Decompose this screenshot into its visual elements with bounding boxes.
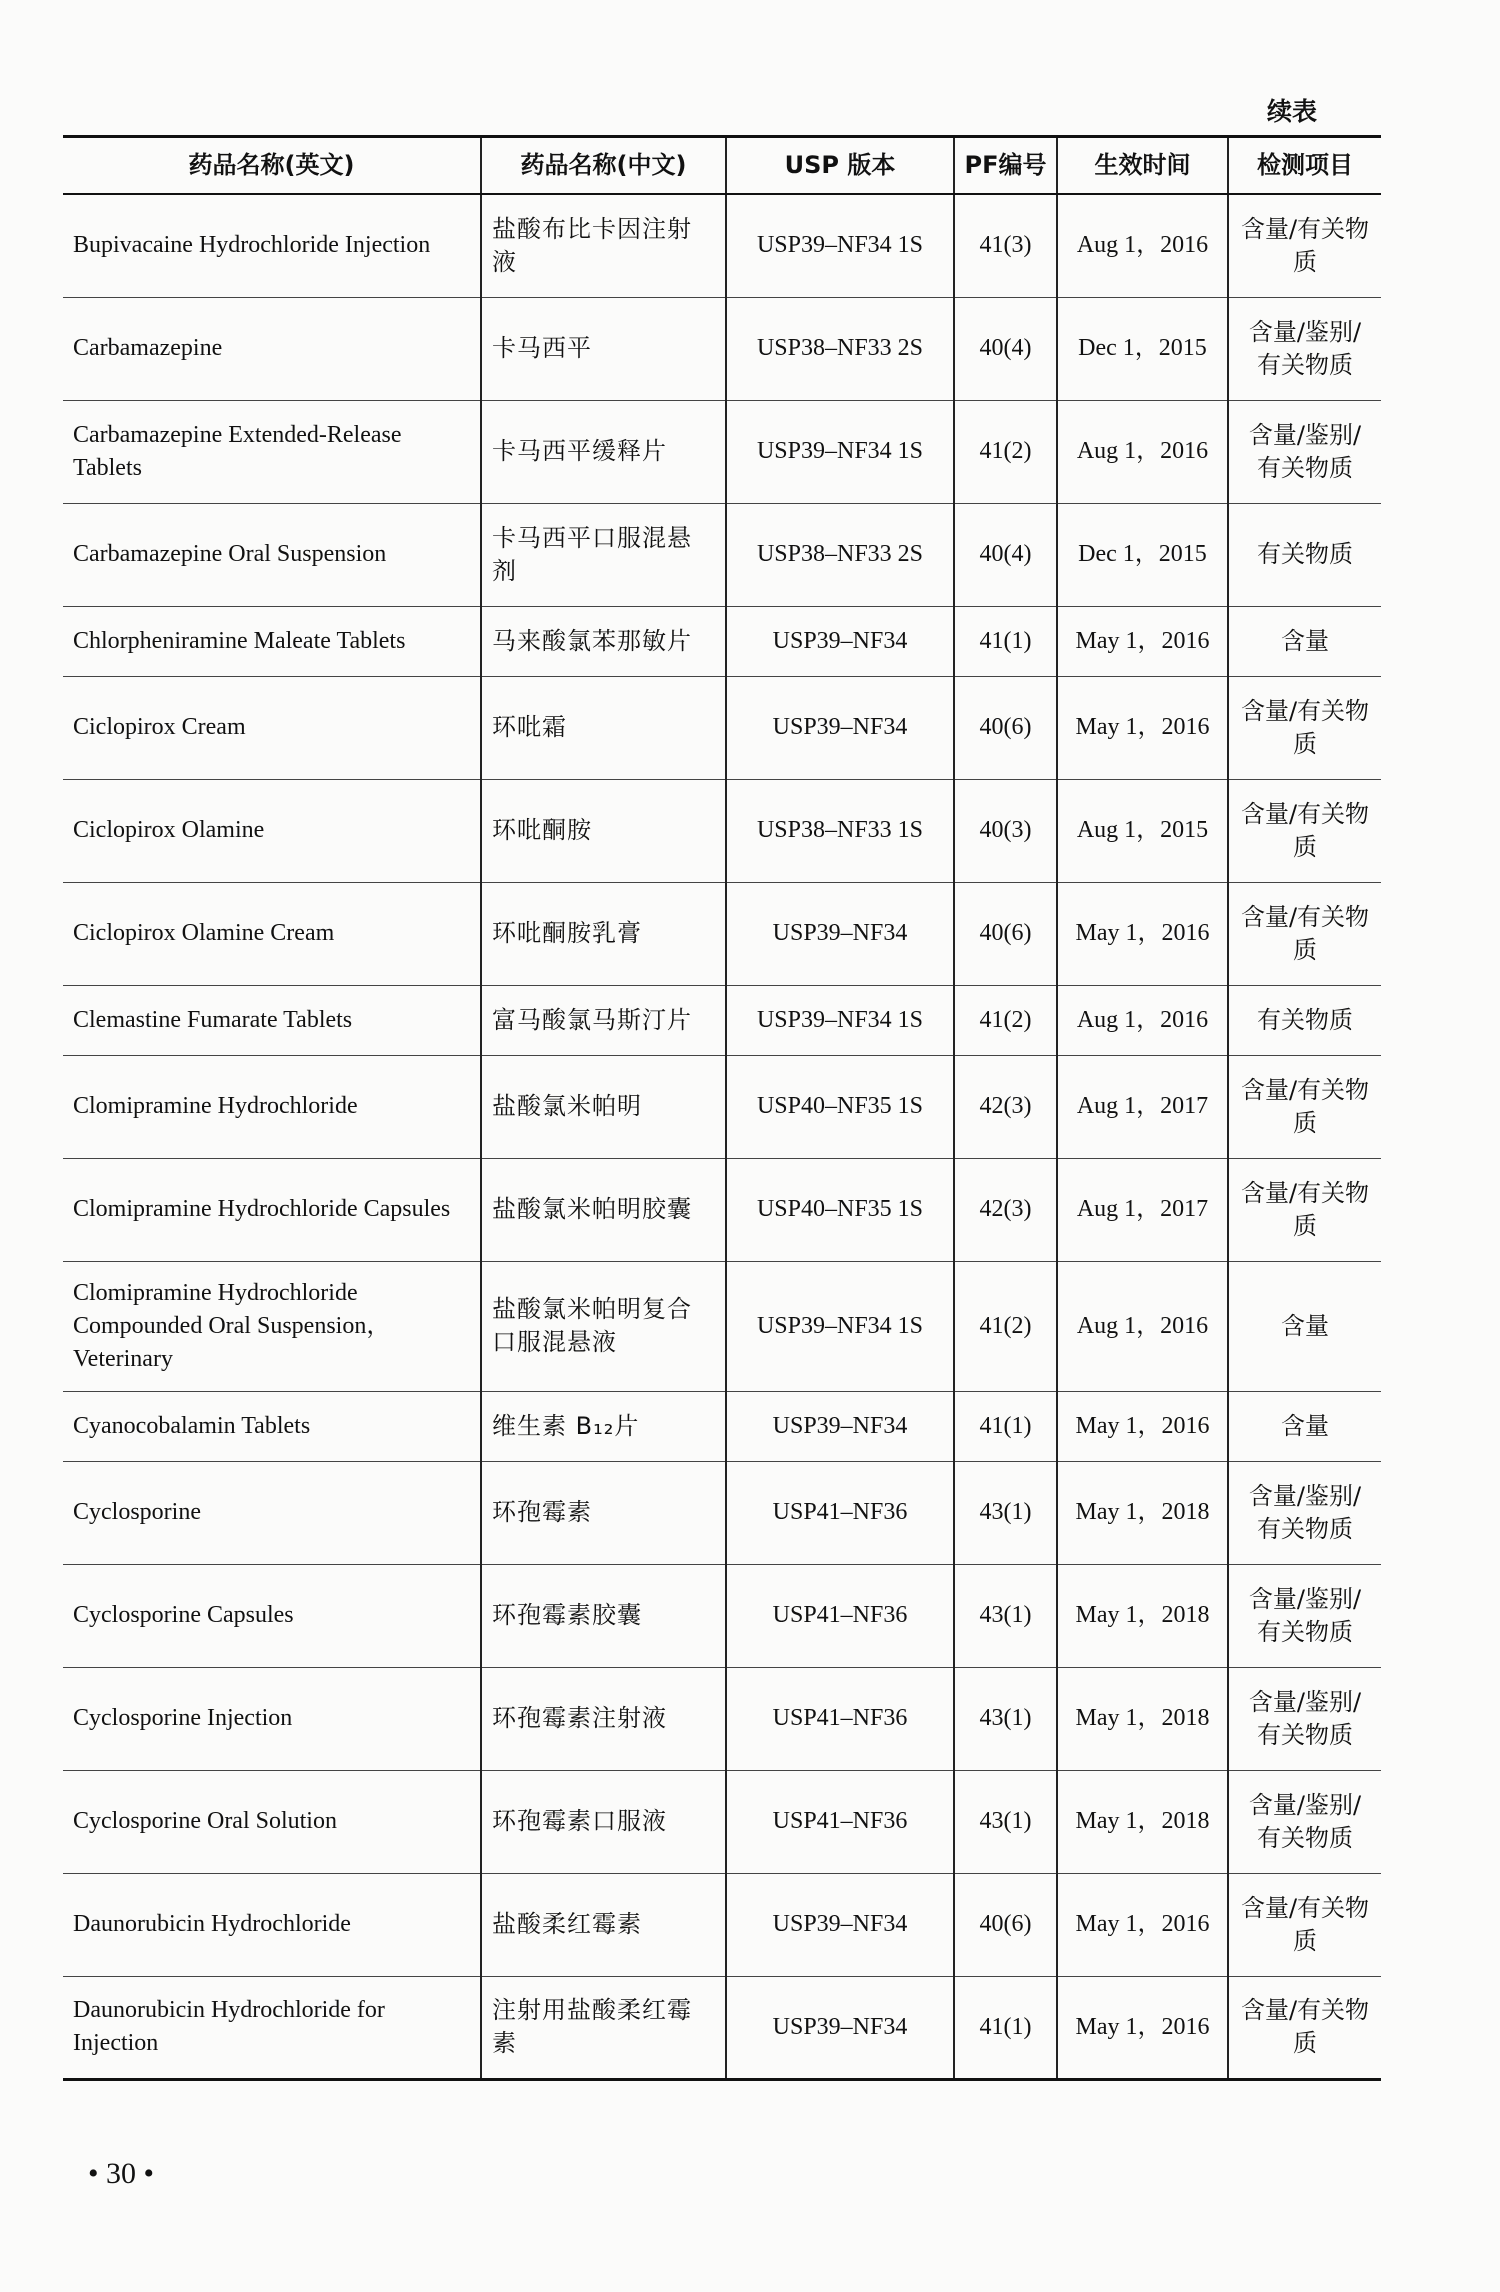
usp-version-cell: USP41–NF36 bbox=[726, 1770, 954, 1873]
header-english-name: 药品名称(英文) bbox=[63, 137, 481, 195]
header-usp-version: USP 版本 bbox=[726, 137, 954, 195]
usp-version-cell: USP38–NF33 2S bbox=[726, 503, 954, 606]
test-items-cell: 含量/有关物质 bbox=[1228, 882, 1381, 985]
header-test-items: 检测项目 bbox=[1228, 137, 1381, 195]
test-items-cell: 含量/有关物质 bbox=[1228, 1158, 1381, 1261]
pf-number-cell: 41(1) bbox=[954, 606, 1057, 676]
chinese-name-cell: 卡马西平缓释片 bbox=[481, 400, 726, 503]
test-items-cell: 含量 bbox=[1228, 1391, 1381, 1461]
test-items-cell: 含量/鉴别/有关物质 bbox=[1228, 400, 1381, 503]
pf-number-cell: 40(4) bbox=[954, 297, 1057, 400]
test-items-cell: 含量/鉴别/有关物质 bbox=[1228, 1770, 1381, 1873]
english-name-cell: Clomipramine Hydrochloride bbox=[63, 1055, 481, 1158]
table-row bbox=[63, 1976, 1381, 2079]
english-name-cell: Daunorubicin Hydrochloride bbox=[63, 1873, 481, 1976]
table-row bbox=[63, 1770, 1381, 1873]
english-name-cell: Clemastine Fumarate Tablets bbox=[63, 985, 481, 1055]
header-chinese-name: 药品名称(中文) bbox=[481, 137, 726, 195]
effective-date-cell: Dec 1，2015 bbox=[1057, 503, 1228, 606]
test-items-cell: 有关物质 bbox=[1228, 985, 1381, 1055]
chinese-name-cell: 环孢霉素胶囊 bbox=[481, 1564, 726, 1667]
usp-version-cell: USP39–NF34 1S bbox=[726, 985, 954, 1055]
table-row bbox=[63, 1461, 1381, 1564]
pf-number-cell: 40(6) bbox=[954, 882, 1057, 985]
chinese-name-cell: 卡马西平口服混悬剂 bbox=[481, 503, 726, 606]
effective-date-cell: May 1，2016 bbox=[1057, 1873, 1228, 1976]
test-items-cell: 含量/鉴别/有关物质 bbox=[1228, 1667, 1381, 1770]
table-row bbox=[63, 985, 1381, 1055]
pf-number-cell: 40(6) bbox=[954, 1873, 1057, 1976]
effective-date-cell: May 1，2018 bbox=[1057, 1770, 1228, 1873]
english-name-cell: Clomipramine Hydrochloride Compounded Oral Suspension，Veterinary bbox=[63, 1261, 481, 1391]
usp-version-cell: USP41–NF36 bbox=[726, 1564, 954, 1667]
table-row bbox=[63, 779, 1381, 882]
test-items-cell: 含量/鉴别/有关物质 bbox=[1228, 1461, 1381, 1564]
english-name-cell: Ciclopirox Olamine Cream bbox=[63, 882, 481, 985]
pf-number-cell: 41(2) bbox=[954, 985, 1057, 1055]
chinese-name-cell: 注射用盐酸柔红霉素 bbox=[481, 1976, 726, 2079]
usp-version-cell: USP39–NF34 bbox=[726, 882, 954, 985]
english-name-cell: Cyclosporine Injection bbox=[63, 1667, 481, 1770]
pf-number-cell: 41(2) bbox=[954, 400, 1057, 503]
english-name-cell: Daunorubicin Hydrochloride for Injection bbox=[63, 1976, 481, 2079]
table-row bbox=[63, 676, 1381, 779]
effective-date-cell: May 1，2016 bbox=[1057, 606, 1228, 676]
pf-number-cell: 40(4) bbox=[954, 503, 1057, 606]
header-pf-number: PF编号 bbox=[954, 137, 1057, 195]
test-items-cell: 含量/有关物质 bbox=[1228, 779, 1381, 882]
test-items-cell: 含量/鉴别/有关物质 bbox=[1228, 297, 1381, 400]
usp-version-cell: USP39–NF34 1S bbox=[726, 194, 954, 297]
header-effective-date: 生效时间 bbox=[1057, 137, 1228, 195]
usp-version-cell: USP39–NF34 bbox=[726, 1391, 954, 1461]
table-row bbox=[63, 1564, 1381, 1667]
english-name-cell: Ciclopirox Cream bbox=[63, 676, 481, 779]
effective-date-cell: Aug 1，2016 bbox=[1057, 194, 1228, 297]
english-name-cell: Cyanocobalamin Tablets bbox=[63, 1391, 481, 1461]
english-name-cell: Chlorpheniramine Maleate Tablets bbox=[63, 606, 481, 676]
usp-version-cell: USP39–NF34 bbox=[726, 606, 954, 676]
effective-date-cell: May 1，2016 bbox=[1057, 1976, 1228, 2079]
usp-version-cell: USP39–NF34 1S bbox=[726, 400, 954, 503]
table-row bbox=[63, 503, 1381, 606]
pf-number-cell: 43(1) bbox=[954, 1564, 1057, 1667]
test-items-cell: 含量/有关物质 bbox=[1228, 676, 1381, 779]
effective-date-cell: Aug 1，2016 bbox=[1057, 985, 1228, 1055]
test-items-cell: 含量/有关物质 bbox=[1228, 194, 1381, 297]
english-name-cell: Cyclosporine Capsules bbox=[63, 1564, 481, 1667]
chinese-name-cell: 盐酸氯米帕明胶囊 bbox=[481, 1158, 726, 1261]
test-items-cell: 含量/鉴别/有关物质 bbox=[1228, 1564, 1381, 1667]
table-body bbox=[63, 194, 1381, 2079]
chinese-name-cell: 环孢霉素口服液 bbox=[481, 1770, 726, 1873]
table-row bbox=[63, 882, 1381, 985]
pf-number-cell: 42(3) bbox=[954, 1055, 1057, 1158]
pf-number-cell: 41(2) bbox=[954, 1261, 1057, 1391]
pf-number-cell: 41(1) bbox=[954, 1976, 1057, 2079]
effective-date-cell: Aug 1，2015 bbox=[1057, 779, 1228, 882]
english-name-cell: Carbamazepine Extended-Release Tablets bbox=[63, 400, 481, 503]
table-row bbox=[63, 1158, 1381, 1261]
effective-date-cell: May 1，2016 bbox=[1057, 676, 1228, 779]
chinese-name-cell: 维生素 B₁₂片 bbox=[481, 1391, 726, 1461]
test-items-cell: 含量/有关物质 bbox=[1228, 1873, 1381, 1976]
chinese-name-cell: 环孢霉素 bbox=[481, 1461, 726, 1564]
table-row bbox=[63, 194, 1381, 297]
chinese-name-cell: 环孢霉素注射液 bbox=[481, 1667, 726, 1770]
effective-date-cell: May 1，2018 bbox=[1057, 1564, 1228, 1667]
table-row bbox=[63, 1667, 1381, 1770]
pf-number-cell: 41(3) bbox=[954, 194, 1057, 297]
table-header-row bbox=[63, 137, 1381, 195]
table-row bbox=[63, 1055, 1381, 1158]
pf-number-cell: 43(1) bbox=[954, 1770, 1057, 1873]
pf-number-cell: 40(6) bbox=[954, 676, 1057, 779]
chinese-name-cell: 环吡酮胺乳膏 bbox=[481, 882, 726, 985]
effective-date-cell: May 1，2018 bbox=[1057, 1667, 1228, 1770]
page-number: • 30 • bbox=[88, 2157, 155, 2190]
table-row bbox=[63, 1391, 1381, 1461]
effective-date-cell: May 1，2018 bbox=[1057, 1461, 1228, 1564]
english-name-cell: Cyclosporine bbox=[63, 1461, 481, 1564]
table-row bbox=[63, 1873, 1381, 1976]
chinese-name-cell: 环吡酮胺 bbox=[481, 779, 726, 882]
effective-date-cell: May 1，2016 bbox=[1057, 1391, 1228, 1461]
pf-number-cell: 43(1) bbox=[954, 1461, 1057, 1564]
test-items-cell: 含量 bbox=[1228, 606, 1381, 676]
pf-number-cell: 41(1) bbox=[954, 1391, 1057, 1461]
usp-version-cell: USP41–NF36 bbox=[726, 1667, 954, 1770]
usp-version-cell: USP38–NF33 1S bbox=[726, 779, 954, 882]
usp-version-cell: USP38–NF33 2S bbox=[726, 297, 954, 400]
test-items-cell: 含量 bbox=[1228, 1261, 1381, 1391]
chinese-name-cell: 盐酸布比卡因注射液 bbox=[481, 194, 726, 297]
english-name-cell: Clomipramine Hydrochloride Capsules bbox=[63, 1158, 481, 1261]
chinese-name-cell: 盐酸柔红霉素 bbox=[481, 1873, 726, 1976]
table-row bbox=[63, 400, 1381, 503]
effective-date-cell: Aug 1，2017 bbox=[1057, 1055, 1228, 1158]
test-items-cell: 含量/有关物质 bbox=[1228, 1055, 1381, 1158]
effective-date-cell: Dec 1，2015 bbox=[1057, 297, 1228, 400]
table-row bbox=[63, 606, 1381, 676]
effective-date-cell: May 1，2016 bbox=[1057, 882, 1228, 985]
pf-number-cell: 40(3) bbox=[954, 779, 1057, 882]
english-name-cell: Ciclopirox Olamine bbox=[63, 779, 481, 882]
table-row bbox=[63, 297, 1381, 400]
chinese-name-cell: 环吡霜 bbox=[481, 676, 726, 779]
usp-version-cell: USP40–NF35 1S bbox=[726, 1055, 954, 1158]
usp-version-cell: USP40–NF35 1S bbox=[726, 1158, 954, 1261]
pf-number-cell: 42(3) bbox=[954, 1158, 1057, 1261]
english-name-cell: Cyclosporine Oral Solution bbox=[63, 1770, 481, 1873]
usp-version-cell: USP39–NF34 bbox=[726, 676, 954, 779]
usp-version-cell: USP39–NF34 bbox=[726, 1976, 954, 2079]
chinese-name-cell: 马来酸氯苯那敏片 bbox=[481, 606, 726, 676]
usp-version-cell: USP39–NF34 1S bbox=[726, 1261, 954, 1391]
usp-version-cell: USP41–NF36 bbox=[726, 1461, 954, 1564]
usp-version-cell: USP39–NF34 bbox=[726, 1873, 954, 1976]
test-items-cell: 有关物质 bbox=[1228, 503, 1381, 606]
table-row bbox=[63, 1261, 1381, 1391]
chinese-name-cell: 盐酸氯米帕明复合口服混悬液 bbox=[481, 1261, 726, 1391]
continued-label: 续表 bbox=[1266, 97, 1317, 126]
effective-date-cell: Aug 1，2016 bbox=[1057, 1261, 1228, 1391]
chinese-name-cell: 富马酸氯马斯汀片 bbox=[481, 985, 726, 1055]
english-name-cell: Carbamazepine Oral Suspension bbox=[63, 503, 481, 606]
drug-table bbox=[63, 135, 1381, 2081]
chinese-name-cell: 卡马西平 bbox=[481, 297, 726, 400]
english-name-cell: Bupivacaine Hydrochloride Injection bbox=[63, 194, 481, 297]
effective-date-cell: Aug 1，2017 bbox=[1057, 1158, 1228, 1261]
pf-number-cell: 43(1) bbox=[954, 1667, 1057, 1770]
chinese-name-cell: 盐酸氯米帕明 bbox=[481, 1055, 726, 1158]
test-items-cell: 含量/有关物质 bbox=[1228, 1976, 1381, 2079]
english-name-cell: Carbamazepine bbox=[63, 297, 481, 400]
effective-date-cell: Aug 1，2016 bbox=[1057, 400, 1228, 503]
